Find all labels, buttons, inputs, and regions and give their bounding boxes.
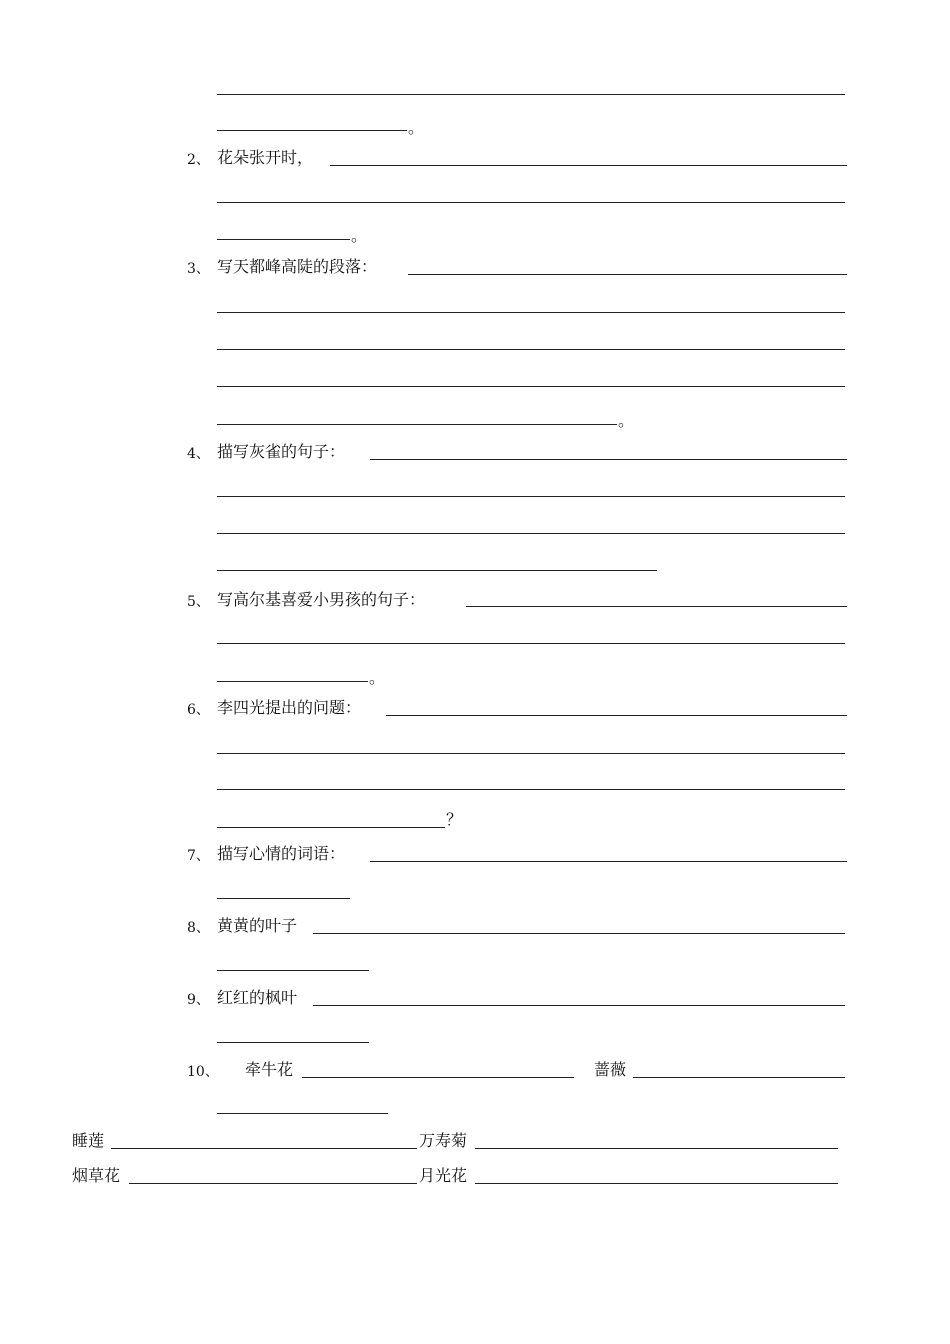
flower-label-qiangwei: 蔷薇 xyxy=(594,1060,627,1079)
flower-label-wanshouju: 万寿菊 xyxy=(419,1131,468,1150)
answer-line[interactable] xyxy=(370,861,847,862)
flower-label-shuilian: 睡莲 xyxy=(72,1131,105,1150)
answer-line[interactable] xyxy=(370,459,847,460)
answer-line[interactable] xyxy=(386,715,847,716)
answer-line[interactable] xyxy=(217,827,445,828)
answer-line[interactable] xyxy=(302,1077,574,1078)
period-mark: 。 xyxy=(369,668,386,687)
answer-line[interactable] xyxy=(313,933,845,934)
answer-line[interactable] xyxy=(217,386,845,387)
question-label: 描写灰雀的句子： xyxy=(217,442,346,461)
question-label: 红红的枫叶 xyxy=(217,988,298,1007)
period-mark: 。 xyxy=(408,118,425,137)
period-mark: 。 xyxy=(618,411,635,430)
question-number: 9、 xyxy=(187,992,210,1008)
question-label: 黄黄的叶子 xyxy=(217,916,298,935)
question-number: 7、 xyxy=(187,848,210,864)
answer-line[interactable] xyxy=(129,1183,417,1184)
answer-line[interactable] xyxy=(217,970,369,971)
question-label: 花朵张开时， xyxy=(217,148,314,167)
answer-line[interactable] xyxy=(217,681,368,682)
answer-line[interactable] xyxy=(408,274,847,275)
answer-line[interactable] xyxy=(217,1113,388,1114)
flower-label-yueguanghua: 月光花 xyxy=(419,1166,468,1185)
answer-line[interactable] xyxy=(217,1042,369,1043)
period-mark: 。 xyxy=(351,226,368,245)
question-number: 2、 xyxy=(187,152,210,168)
answer-line[interactable] xyxy=(217,898,350,899)
answer-line[interactable] xyxy=(217,130,407,131)
question-label: 写高尔基喜爱小男孩的句子： xyxy=(217,590,426,609)
question-number: 3、 xyxy=(187,261,210,277)
answer-line[interactable] xyxy=(217,570,657,571)
answer-line[interactable] xyxy=(111,1148,417,1149)
answer-line[interactable] xyxy=(633,1077,845,1078)
answer-line[interactable] xyxy=(217,202,845,203)
flower-label-qianniuhua: 牵牛花 xyxy=(245,1060,294,1079)
answer-line[interactable] xyxy=(475,1183,838,1184)
question-number: 8、 xyxy=(187,920,210,936)
answer-line[interactable] xyxy=(217,349,845,350)
question-number: 10、 xyxy=(187,1064,219,1080)
answer-line[interactable] xyxy=(475,1148,838,1149)
flower-label-yancaohua: 烟草花 xyxy=(72,1166,121,1185)
question-number: 4、 xyxy=(187,446,210,462)
answer-line[interactable] xyxy=(217,533,845,534)
question-label: 写天都峰高陡的段落： xyxy=(217,257,378,276)
question-label: 李四光提出的问题： xyxy=(217,698,362,717)
question-mark: ？ xyxy=(446,810,463,829)
answer-line[interactable] xyxy=(313,1005,845,1006)
answer-line[interactable] xyxy=(217,753,845,754)
question-number: 6、 xyxy=(187,702,210,718)
question-number: 5、 xyxy=(187,594,210,610)
answer-line[interactable] xyxy=(217,239,350,240)
answer-line[interactable] xyxy=(217,424,617,425)
answer-line[interactable] xyxy=(330,165,847,166)
answer-line[interactable] xyxy=(217,312,845,313)
question-label: 描写心情的词语： xyxy=(217,844,346,863)
answer-line[interactable] xyxy=(217,94,845,95)
answer-line[interactable] xyxy=(466,606,847,607)
answer-line[interactable] xyxy=(217,496,845,497)
answer-line[interactable] xyxy=(217,643,845,644)
answer-line[interactable] xyxy=(217,789,845,790)
